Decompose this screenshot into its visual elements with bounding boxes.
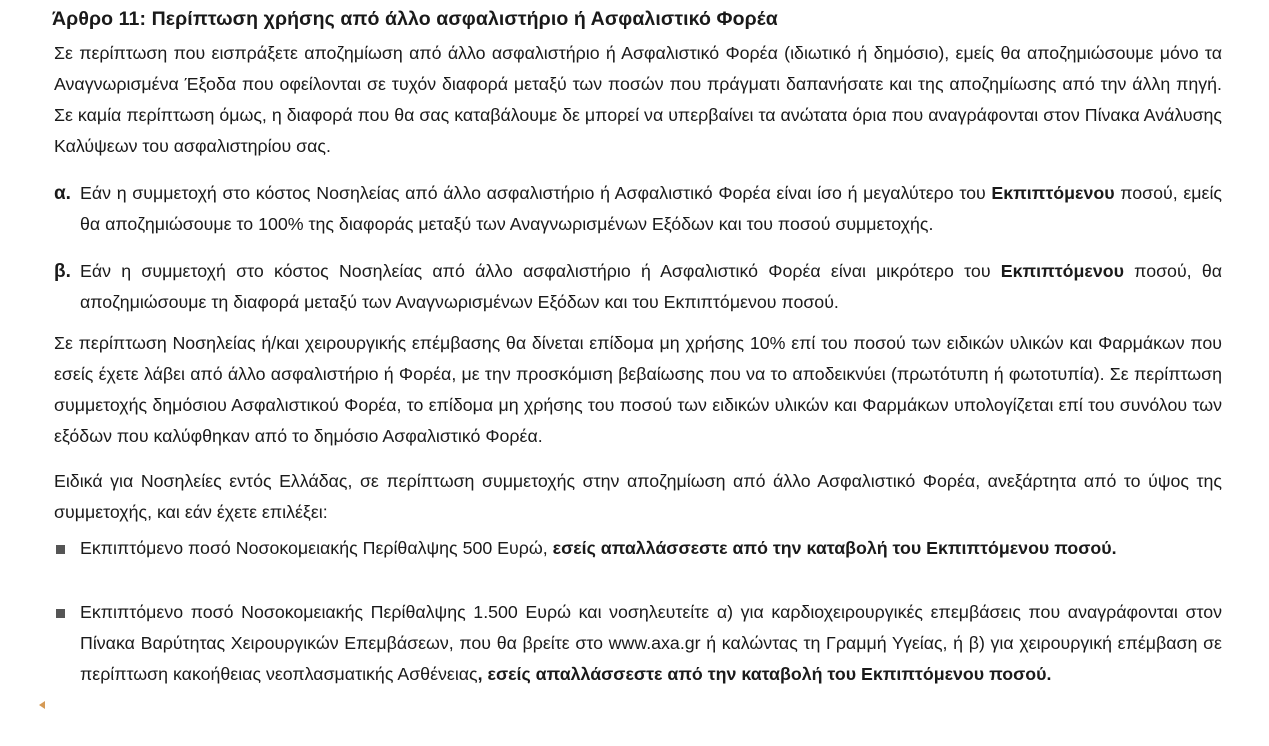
list-item-b-body xyxy=(80,256,1222,318)
bullet-item-1500-body xyxy=(80,597,1222,690)
bullet-item-500 xyxy=(54,533,1222,564)
list-item-b-text: Εάν η συμμετοχή στο κόστος Νοσηλείας από άλλο ασφαλιστήριο ή Ασφαλιστικό Φορέα είναι μικρότερο του xyxy=(80,261,1001,281)
article-title: Άρθρο 11: Περίπτωση χρήσης από άλλο ασφαλιστήριο ή Ασφαλιστικό Φορέα xyxy=(52,8,778,30)
bullet-item-500-bold: εσείς απαλλάσσεστε από την καταβολή του Εκπιπτόμενου ποσού. xyxy=(552,538,1117,558)
list-item-a xyxy=(54,178,1222,240)
list-marker-a: α. xyxy=(54,183,71,204)
list-item-b-text-end: ποσού, θα αποζημιώσουμε τη διαφορά μεταξύ των Αναγνωρισμένων Εξόδων και του Εκπιπτόμενου ποσού. xyxy=(80,261,1223,312)
paragraph-other-insurance: Σε περίπτωση που εισπράξετε αποζημίωση από άλλο ασφαλιστήριο ή Ασφαλιστικό Φορέα (ιδιωτικό ή δημόσιο), εμείς θα αποζημιώσουμε μόνο τα Αναγνωρισμένα Έξοδα που οφείλονται σε τυχόν διαφορά μεταξύ των ποσών που πράγματι δαπανήσατε και της αποζημίωσης από την άλλη πηγή. Σε καμία περίπτωση όμως, η διαφορά που θα σας καταβάλουμε δε μπορεί να υπερβαίνει τα ανώτατα όρια που αναγράφονται στον Πίνακα Ανάλυσης Καλύψεων του ασφαλιστηρίου σας. xyxy=(54,43,1222,156)
bullet-square-icon xyxy=(56,545,65,554)
bullet-item-1500-text: Εκπιπτόμενο ποσό Νοσοκομειακής Περίθαλψης 1.500 Ευρώ και νοσηλευτείτε α) για καρδιοχειρουργικές επεμβάσεις που αναγράφονται στον Πίνακα Βαρύτητας Χειρουργικών Επεμβάσεων, που θα βρείτε στο www.axa.gr ή καλώντας τη Γραμμή Υγείας, ή β) για χειρουργική επέμβαση σε περίπτωση κακοήθειας νεοπλασματικής Ασθένειας xyxy=(80,602,1222,684)
list-item-a-bold: Εκπιπτόμενου xyxy=(991,183,1115,203)
list-item-b xyxy=(54,256,1222,318)
bullet-square-icon xyxy=(56,609,65,618)
margin-arrow-icon xyxy=(39,701,45,709)
bullet-item-500-body xyxy=(80,533,1222,564)
list-marker-b: β. xyxy=(54,261,71,282)
bullet-item-500-text: Εκπιπτόμενο ποσό Νοσοκομειακής Περίθαλψης 500 Ευρώ, xyxy=(80,538,553,558)
bullet-item-1500 xyxy=(54,597,1222,690)
list-item-b-bold: Εκπιπτόμενου xyxy=(1000,261,1124,281)
list-item-a-text-end: ποσού, εμείς θα αποζημιώσουμε το 100% της διαφοράς μεταξύ των Αναγνωρισμένων Εξόδων και του ποσού συμμετοχής. xyxy=(80,183,1222,234)
bullet-item-1500-bold: , εσείς απαλλάσσεστε από την καταβολή του Εκπιπτόμενου ποσού. xyxy=(477,664,1052,684)
paragraph-non-use-allowance: Σε περίπτωση Νοσηλείας ή/και χειρουργικής επέμβασης θα δίνεται επίδομα μη χρήσης 10% επί του ποσού των ειδικών υλικών και Φαρμάκων που εσείς έχετε λάβει από άλλο ασφαλιστήριο ή Φορέα, με την προσκόμιση βεβαίωσης που να το αποδεικνύει (πρωτότυπη ή φωτοτυπία). Σε περίπτωση συμμετοχής δημόσιου Ασφαλιστικού Φορέα, το επίδομα μη χρήσης του ποσού των ειδικών υλικών και Φαρμάκων υπολογίζεται επί του συνόλου των εξόδων που καλύφθηκαν από το δημόσιο Ασφαλιστικό Φορέα. xyxy=(54,333,1222,446)
paragraph-greece-hospitalization: Ειδικά για Νοσηλείες εντός Ελλάδας, σε περίπτωση συμμετοχής στην αποζημίωση από άλλο Ασφαλιστικό Φορέα, ανεξάρτητα από το ύψος της συμμετοχής, και εάν έχετε επιλέξει: xyxy=(54,471,1222,522)
list-item-a-text: Εάν η συμμετοχή στο κόστος Νοσηλείας από άλλο ασφαλιστήριο ή Ασφαλιστικό Φορέα είναι ίσο ή μεγαλύτερο του xyxy=(80,183,992,203)
list-item-a-body xyxy=(80,178,1222,240)
